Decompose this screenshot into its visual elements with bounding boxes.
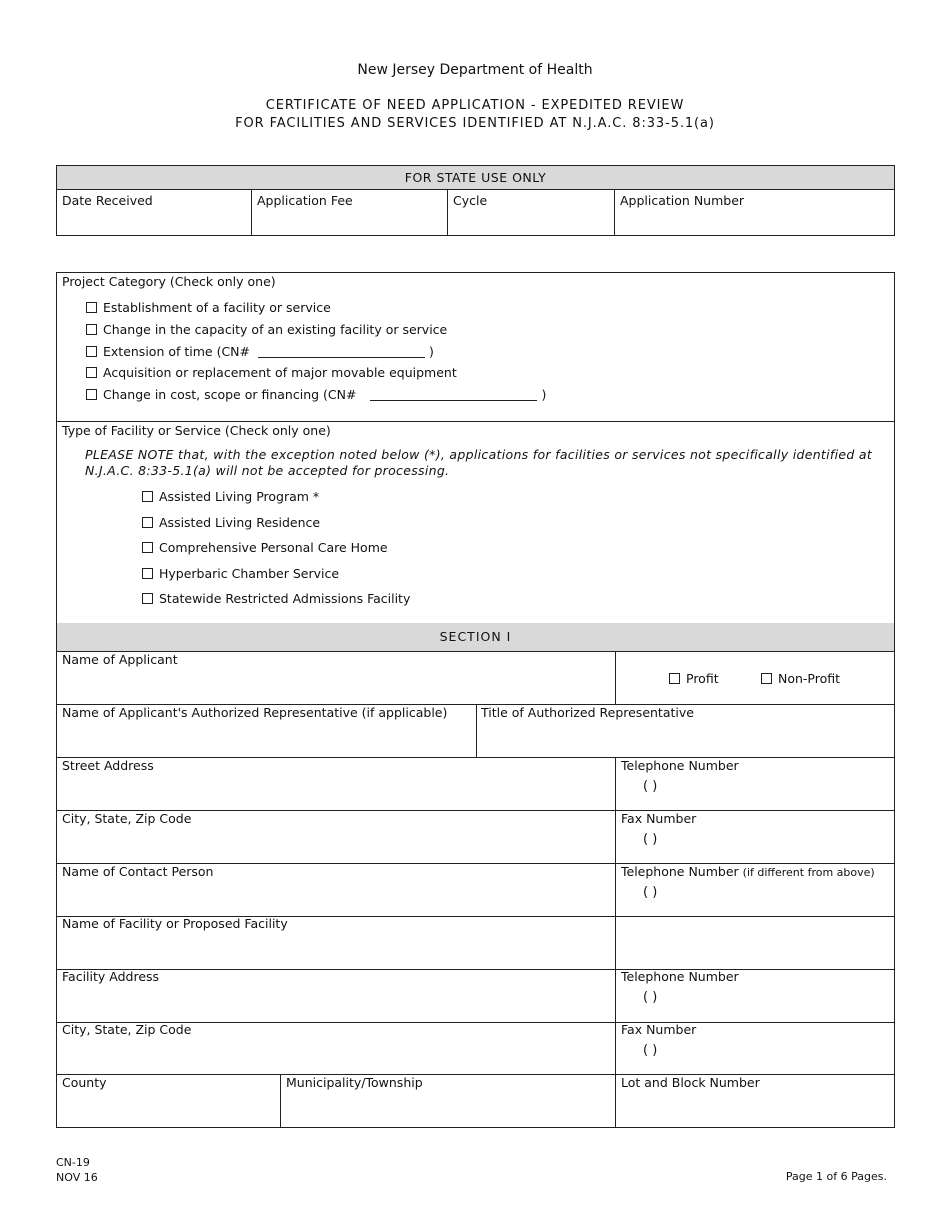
area-code-parens: ( ) bbox=[643, 832, 658, 847]
facility-city-state-zip-field[interactable]: City, State, Zip Code bbox=[62, 1022, 192, 1037]
checkbox[interactable] bbox=[142, 542, 153, 553]
application-form bbox=[56, 272, 895, 1128]
rep-title-field[interactable]: Title of Authorized Representative bbox=[481, 705, 694, 720]
page-number: Page 1 of 6 Pages. bbox=[785, 1170, 887, 1183]
facility-telephone-field[interactable]: Telephone Number bbox=[621, 969, 739, 984]
option-label: Comprehensive Personal Care Home bbox=[159, 540, 388, 555]
option-label: Assisted Living Program * bbox=[159, 489, 320, 504]
checkbox[interactable] bbox=[86, 324, 97, 335]
contact-person-field[interactable]: Name of Contact Person bbox=[62, 864, 214, 879]
cn-number-input[interactable] bbox=[258, 345, 425, 358]
project-option-cost-change[interactable] bbox=[86, 387, 546, 402]
area-code-parens: ( ) bbox=[643, 885, 658, 900]
alt-telephone-label: Telephone Number bbox=[621, 864, 739, 879]
applicant-name-field[interactable]: Name of Applicant bbox=[62, 652, 178, 667]
form-revision: NOV 16 bbox=[56, 1171, 98, 1184]
divider bbox=[57, 1074, 894, 1075]
option-label: Extension of time (CN# bbox=[103, 344, 251, 359]
section-1-heading: SECTION I bbox=[57, 623, 894, 651]
project-option-extension[interactable] bbox=[86, 344, 434, 359]
checkbox[interactable] bbox=[142, 491, 153, 502]
facility-address-field[interactable]: Facility Address bbox=[62, 969, 160, 984]
checkbox[interactable] bbox=[761, 673, 772, 684]
alt-telephone-field[interactable] bbox=[621, 864, 875, 879]
area-code-parens: ( ) bbox=[643, 990, 658, 1005]
option-label: Non-Profit bbox=[778, 671, 841, 686]
telephone-field[interactable]: Telephone Number bbox=[621, 758, 739, 773]
close-paren: ) bbox=[429, 344, 434, 359]
option-label: Establishment of a facility or service bbox=[103, 300, 331, 315]
project-option-capacity-change[interactable] bbox=[86, 322, 447, 337]
facility-option-restricted-admissions[interactable] bbox=[142, 591, 410, 606]
divider bbox=[615, 969, 616, 1127]
state-use-box bbox=[56, 165, 895, 236]
option-label: Hyperbaric Chamber Service bbox=[159, 566, 340, 581]
checkbox[interactable] bbox=[86, 346, 97, 357]
checkbox[interactable] bbox=[86, 367, 97, 378]
facility-option-personal-care-home[interactable] bbox=[142, 540, 388, 555]
city-state-zip-field[interactable]: City, State, Zip Code bbox=[62, 811, 192, 826]
facility-fax-field[interactable]: Fax Number bbox=[621, 1022, 697, 1037]
lot-block-field[interactable]: Lot and Block Number bbox=[621, 1075, 760, 1090]
application-number-field[interactable]: Application Number bbox=[620, 193, 745, 208]
alt-telephone-note: (if different from above) bbox=[742, 866, 875, 879]
divider bbox=[57, 421, 894, 422]
state-use-heading: FOR STATE USE ONLY bbox=[57, 166, 894, 190]
street-address-field[interactable]: Street Address bbox=[62, 758, 154, 773]
facility-name-field[interactable]: Name of Facility or Proposed Facility bbox=[62, 916, 288, 931]
date-received-field[interactable]: Date Received bbox=[57, 190, 252, 235]
checkbox[interactable] bbox=[86, 389, 97, 400]
cycle-field[interactable]: Cycle bbox=[448, 190, 615, 235]
project-option-equipment[interactable] bbox=[86, 365, 457, 380]
fax-field[interactable]: Fax Number bbox=[621, 811, 697, 826]
option-label: Assisted Living Residence bbox=[159, 515, 321, 530]
checkbox[interactable] bbox=[142, 568, 153, 579]
checkbox[interactable] bbox=[669, 673, 680, 684]
facility-option-assisted-living-residence[interactable] bbox=[142, 515, 320, 530]
option-label: Statewide Restricted Admissions Facility bbox=[159, 591, 411, 606]
municipality-field[interactable]: Municipality/Township bbox=[286, 1075, 423, 1090]
divider bbox=[57, 651, 894, 652]
non-profit-option[interactable] bbox=[761, 671, 840, 686]
divider bbox=[476, 704, 477, 757]
footer-form-id bbox=[56, 1155, 98, 1185]
application-fee-field[interactable]: Application Fee bbox=[252, 190, 448, 235]
divider bbox=[280, 1074, 281, 1127]
project-category-label: Project Category (Check only one) bbox=[62, 274, 276, 289]
area-code-parens: ( ) bbox=[643, 1043, 658, 1058]
facility-option-assisted-living-program[interactable] bbox=[142, 489, 319, 504]
authorized-rep-field[interactable]: Name of Applicant's Authorized Representative (if applicable) bbox=[62, 705, 448, 720]
state-use-row bbox=[57, 190, 894, 235]
project-option-establishment[interactable] bbox=[86, 300, 331, 315]
cn-number-input[interactable] bbox=[370, 388, 537, 401]
divider bbox=[57, 969, 894, 970]
option-label: Profit bbox=[686, 671, 719, 686]
checkbox[interactable] bbox=[86, 302, 97, 313]
divider bbox=[57, 757, 894, 758]
area-code-parens: ( ) bbox=[643, 779, 658, 794]
checkbox[interactable] bbox=[142, 517, 153, 528]
facility-type-note: PLEASE NOTE that, with the exception noted below (*), applications for facilities or services not specifically identified at N.J.A.C. 8:33-5.1(a) will not be accepted for processing. bbox=[85, 447, 873, 478]
profit-option[interactable] bbox=[669, 671, 719, 686]
form-title bbox=[0, 97, 950, 133]
checkbox[interactable] bbox=[142, 593, 153, 604]
form-title-line-2: FOR FACILITIES AND SERVICES IDENTIFIED AT N.J.A.C. 8:33-5.1(a) bbox=[235, 116, 715, 131]
facility-type-label: Type of Facility or Service (Check only one) bbox=[62, 423, 331, 438]
option-label: Acquisition or replacement of major movable equipment bbox=[103, 365, 457, 380]
form-title-line-1: CERTIFICATE OF NEED APPLICATION - EXPEDITED REVIEW bbox=[265, 98, 685, 113]
option-label: Change in cost, scope or financing (CN# bbox=[103, 387, 357, 402]
option-label: Change in the capacity of an existing facility or service bbox=[103, 322, 448, 337]
divider bbox=[615, 651, 616, 704]
form-id: CN-19 bbox=[56, 1156, 90, 1169]
facility-option-hyperbaric[interactable] bbox=[142, 566, 339, 581]
agency-name: New Jersey Department of Health bbox=[357, 62, 593, 78]
close-paren: ) bbox=[541, 387, 547, 402]
county-field[interactable]: County bbox=[62, 1075, 107, 1090]
